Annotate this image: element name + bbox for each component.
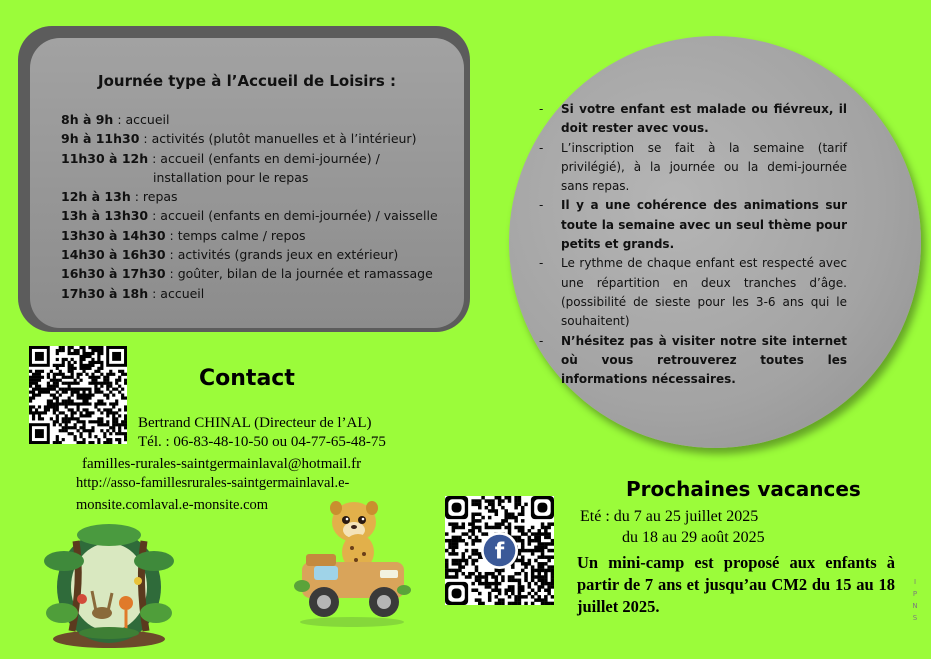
- schedule-activity-continuation: installation pour le repas: [153, 169, 309, 185]
- ipns-label: [910, 576, 920, 624]
- info-item: [539, 196, 847, 254]
- schedule-activity: : activités (grands jeux en extérieur): [165, 247, 399, 263]
- schedule-time: 14h30 à 16h30: [61, 247, 166, 263]
- schedule-activity: : accueil (enfants en demi-journée) / vaisselle: [148, 208, 438, 224]
- schedule-activity: : goûter, bilan de la journée et ramassage: [165, 266, 433, 282]
- contact-heading: Contact: [199, 366, 295, 391]
- schedule-row: [61, 110, 438, 129]
- svg-text:f: f: [494, 539, 505, 565]
- contact-email[interactable]: familles-rurales-saintgermainlaval@hotmail.fr: [82, 456, 362, 472]
- schedule-time: 8h à 9h: [61, 112, 114, 127]
- vacances-heading: Prochaines vacances: [626, 477, 861, 501]
- ipns-letter: S: [912, 614, 918, 622]
- info-list: [539, 100, 847, 389]
- schedule-time: 13h à 13h30: [61, 208, 149, 224]
- info-item-text: Le rythme de chaque enfant est respecté avec une répartition en deux tranches d’âge. (possibilité de sieste pour les 3-6 ans qui le souhaitent): [561, 256, 847, 329]
- schedule-activity: : temps calme / repos: [165, 227, 306, 243]
- dash-bullet: -: [539, 198, 544, 213]
- vacances-ete-line2: du 18 au 29 août 2025: [622, 529, 765, 546]
- info-item-text: Il y a une cohérence des animations sur toute la semaine avec un seul thème pour petits et grands.: [561, 198, 847, 252]
- dash-bullet: -: [539, 140, 544, 155]
- info-item-text: Si votre enfant est malade ou fiévreux, il doit rester avec vous.: [561, 102, 847, 136]
- qr-code-icon: [29, 346, 127, 444]
- schedule-activity: : accueil: [113, 112, 170, 127]
- schedule-card: [30, 38, 464, 328]
- schedule-activity: : activités (plutôt manuelles et à l’intérieur): [139, 131, 417, 147]
- info-item: [539, 254, 847, 331]
- ipns-letter: I: [913, 578, 917, 586]
- schedule-row: [61, 187, 438, 206]
- info-item: [539, 332, 847, 390]
- contact-website-line1[interactable]: http://asso-famillesrurales-saintgermainlaval.e-: [76, 475, 350, 491]
- dash-bullet: -: [539, 333, 544, 348]
- contact-phone: Tél. : 06-83-48-10-50 ou 04-77-65-48-75: [138, 434, 386, 450]
- info-item-text: L’inscription se fait à la semaine (tarif privilégié), à la journée ou la demi-journée sans repas.: [561, 140, 847, 194]
- schedule-time: 13h30 à 14h30: [61, 227, 166, 243]
- info-item-text: N’hésitez pas à visiter notre site internet où vous retrouverez toutes les informations nécessaires.: [561, 333, 847, 387]
- schedule-list: [61, 110, 438, 303]
- schedule-row: [61, 264, 438, 283]
- dash-bullet: -: [539, 256, 544, 271]
- ipns-letter: P: [912, 590, 918, 598]
- schedule-row: [61, 226, 438, 245]
- info-item: [539, 139, 847, 197]
- schedule-row: [61, 129, 438, 148]
- facebook-icon: [481, 532, 518, 569]
- contact-name: Bertrand CHINAL (Directeur de l’AL): [138, 415, 372, 431]
- mini-camp-text: Un mini-camp est proposé aux enfants à partir de 7 ans et jusqu’au CM2 du 15 au 18 juillet 2025.: [577, 553, 895, 616]
- dash-bullet: -: [539, 102, 544, 116]
- schedule-activity: : accueil (enfants en demi-journée) /: [148, 150, 380, 166]
- info-item: [539, 100, 847, 139]
- schedule-row: [61, 245, 438, 264]
- facebook-qr-code[interactable]: [445, 496, 554, 605]
- schedule-time: 17h30 à 18h: [61, 285, 149, 301]
- cheetah-jeep-illustration: [292, 496, 412, 628]
- qr-code-facebook-icon: [445, 496, 554, 605]
- schedule-activity: : repas: [130, 189, 178, 205]
- contact-qr-code[interactable]: [29, 346, 127, 444]
- contact-website-line2[interactable]: monsite.comlaval.e-monsite.com: [76, 497, 269, 513]
- vacances-ete-line1: Eté : du 7 au 25 juillet 2025: [580, 508, 759, 525]
- ipns-letter: N: [912, 602, 918, 610]
- schedule-row: [61, 206, 438, 225]
- schedule-activity: : accueil: [148, 285, 205, 301]
- schedule-title: Journée type à l’Accueil de Loisirs :: [98, 72, 396, 90]
- schedule-time: 16h30 à 17h30: [61, 266, 166, 282]
- jungle-illustration: [42, 521, 176, 649]
- schedule-time: 11h30 à 12h: [61, 150, 149, 166]
- schedule-time: 9h à 11h30: [61, 131, 140, 147]
- schedule-row: [61, 149, 438, 188]
- schedule-time: 12h à 13h: [61, 189, 131, 205]
- schedule-row: [61, 284, 438, 303]
